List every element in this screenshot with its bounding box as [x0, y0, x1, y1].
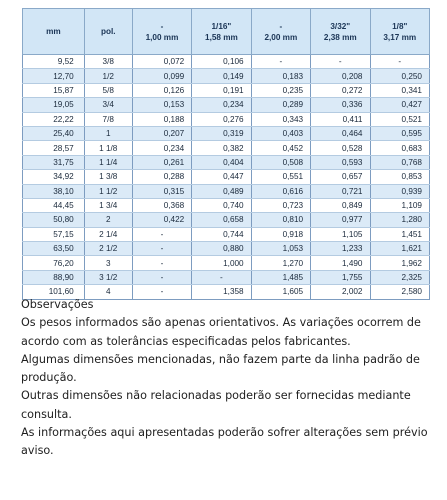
cell-mm: 50,80 [23, 213, 85, 227]
cell-weight: 0,595 [370, 126, 430, 140]
cell-weight: - [132, 256, 191, 270]
cell-weight: 1,105 [311, 227, 370, 241]
table-body [23, 55, 430, 300]
cell-weight: 0,153 [132, 98, 191, 112]
cell-pol: 7/8 [84, 112, 132, 126]
header-mm: mm [23, 9, 85, 55]
cell-mm: 31,75 [23, 155, 85, 169]
cell-pol: 3/4 [84, 98, 132, 112]
cell-pol: 1 3/4 [84, 198, 132, 212]
table-row [23, 170, 430, 184]
table-row [23, 213, 430, 227]
cell-pol: 2 1/4 [84, 227, 132, 241]
cell-weight: 0,126 [132, 83, 191, 97]
cell-weight: 0,977 [311, 213, 370, 227]
table-row [23, 242, 430, 256]
table-row [23, 155, 430, 169]
cell-weight: 0,235 [251, 83, 310, 97]
cell-weight: 2,580 [370, 285, 430, 299]
cell-weight: 0,099 [132, 69, 191, 83]
cell-weight: - [132, 270, 191, 284]
cell-weight: 0,521 [370, 112, 430, 126]
cell-weight: 1,755 [311, 270, 370, 284]
cell-weight: 0,447 [192, 170, 251, 184]
cell-weight: 0,261 [132, 155, 191, 169]
header-1-16: 1/16" 1,58 mm [192, 9, 251, 55]
cell-pol: 3/8 [84, 55, 132, 69]
cell-weight: 0,508 [251, 155, 310, 169]
cell-mm: 57,15 [23, 227, 85, 241]
cell-mm: 38,10 [23, 184, 85, 198]
cell-weight: 0,234 [192, 98, 251, 112]
cell-mm: 63,50 [23, 242, 85, 256]
cell-weight: 0,427 [370, 98, 430, 112]
cell-pol: 5/8 [84, 83, 132, 97]
weight-table-container [22, 8, 430, 300]
note-paragraph: As informações aqui apresentadas poderão sofrer alterações sem prévio aviso. [21, 426, 428, 458]
cell-pol: 1 3/8 [84, 170, 132, 184]
table-row [23, 141, 430, 155]
cell-weight: - [251, 55, 310, 69]
cell-weight: 0,744 [192, 227, 251, 241]
cell-mm: 22,22 [23, 112, 85, 126]
cell-weight: 0,368 [132, 198, 191, 212]
cell-weight: 0,208 [311, 69, 370, 83]
cell-pol: 1/2 [84, 69, 132, 83]
table-row [23, 126, 430, 140]
cell-weight: 1,485 [251, 270, 310, 284]
cell-pol: 2 1/2 [84, 242, 132, 256]
cell-weight: 0,403 [251, 126, 310, 140]
cell-pol: 2 [84, 213, 132, 227]
cell-pol: 3 1/2 [84, 270, 132, 284]
cell-weight: 0,740 [192, 198, 251, 212]
cell-weight: 0,183 [251, 69, 310, 83]
cell-weight: 0,849 [311, 198, 370, 212]
cell-weight: 0,319 [192, 126, 251, 140]
cell-mm: 19,05 [23, 98, 85, 112]
cell-weight: 0,464 [311, 126, 370, 140]
cell-weight: 0,234 [132, 141, 191, 155]
cell-mm: 101,60 [23, 285, 85, 299]
cell-weight: 1,109 [370, 198, 430, 212]
header-1mm: - 1,00 mm [132, 9, 191, 55]
header-3-32: 3/32" 2,38 mm [311, 9, 370, 55]
cell-pol: 1 [84, 126, 132, 140]
cell-weight: 0,657 [311, 170, 370, 184]
cell-weight: 0,149 [192, 69, 251, 83]
cell-pol: 3 [84, 256, 132, 270]
cell-weight: 0,721 [311, 184, 370, 198]
cell-weight: 0,343 [251, 112, 310, 126]
cell-weight: 0,341 [370, 83, 430, 97]
table-row [23, 55, 430, 69]
cell-weight: 0,288 [132, 170, 191, 184]
cell-weight: 0,404 [192, 155, 251, 169]
cell-mm: 44,45 [23, 198, 85, 212]
cell-weight: 1,451 [370, 227, 430, 241]
cell-weight: 1,490 [311, 256, 370, 270]
header-2mm: - 2,00 mm [251, 9, 310, 55]
cell-weight: 0,658 [192, 213, 251, 227]
cell-mm: 28,57 [23, 141, 85, 155]
table-row [23, 83, 430, 97]
table-row [23, 98, 430, 112]
cell-weight: 2,325 [370, 270, 430, 284]
cell-weight: - [132, 242, 191, 256]
cell-weight: 0,723 [251, 198, 310, 212]
cell-weight: 0,616 [251, 184, 310, 198]
cell-weight: 1,270 [251, 256, 310, 270]
cell-mm: 12,70 [23, 69, 85, 83]
note-paragraph: Outras dimensões não relacionadas poderão ser fornecidas mediante consulta. [21, 389, 411, 421]
cell-pol: 4 [84, 285, 132, 299]
cell-weight: 1,358 [192, 285, 251, 299]
weight-table [22, 8, 430, 300]
cell-mm: 25,40 [23, 126, 85, 140]
cell-weight: 0,207 [132, 126, 191, 140]
cell-weight: 1,605 [251, 285, 310, 299]
cell-weight: 0,853 [370, 170, 430, 184]
cell-weight: 0,250 [370, 69, 430, 83]
cell-weight: 1,280 [370, 213, 430, 227]
table-row [23, 69, 430, 83]
cell-mm: 76,20 [23, 256, 85, 270]
cell-weight: 1,621 [370, 242, 430, 256]
cell-weight: - [370, 55, 430, 69]
cell-weight: 0,551 [251, 170, 310, 184]
cell-weight: 1,000 [192, 256, 251, 270]
cell-weight: 0,918 [251, 227, 310, 241]
cell-weight: 0,880 [192, 242, 251, 256]
cell-weight: - [192, 270, 251, 284]
cell-weight: 0,768 [370, 155, 430, 169]
cell-weight: 0,276 [192, 112, 251, 126]
cell-weight: 0,452 [251, 141, 310, 155]
cell-weight: 0,593 [311, 155, 370, 169]
header-1-8: 1/8" 3,17 mm [370, 9, 430, 55]
cell-mm: 88,90 [23, 270, 85, 284]
cell-weight: 0,489 [192, 184, 251, 198]
cell-weight: 0,191 [192, 83, 251, 97]
cell-weight: 0,289 [251, 98, 310, 112]
cell-weight: 0,188 [132, 112, 191, 126]
note-paragraph: Algumas dimensões mencionadas, não fazem parte da linha padrão de produção. [21, 352, 420, 385]
cell-mm: 34,92 [23, 170, 85, 184]
cell-weight: - [132, 227, 191, 241]
cell-weight: - [132, 285, 191, 299]
notes-section [21, 296, 441, 461]
table-row [23, 270, 430, 284]
cell-weight: 0,422 [132, 213, 191, 227]
notes-title: Observações [21, 298, 94, 311]
cell-weight: 0,106 [192, 55, 251, 69]
cell-weight: 1,962 [370, 256, 430, 270]
header-pol: pol. [84, 9, 132, 55]
cell-weight: 0,382 [192, 141, 251, 155]
cell-weight: 0,411 [311, 112, 370, 126]
cell-pol: 1 1/4 [84, 155, 132, 169]
table-row [23, 227, 430, 241]
cell-weight: 1,233 [311, 242, 370, 256]
cell-weight: - [311, 55, 370, 69]
cell-weight: 0,272 [311, 83, 370, 97]
note-paragraph: Os pesos informados são apenas orientativos. As variações ocorrem de acordo com as tolerâncias especificadas pelos fabricantes. [21, 316, 421, 348]
cell-weight: 0,810 [251, 213, 310, 227]
cell-pol: 1 1/8 [84, 141, 132, 155]
table-row [23, 256, 430, 270]
table-row [23, 198, 430, 212]
cell-weight: 0,528 [311, 141, 370, 155]
cell-pol: 1 1/2 [84, 184, 132, 198]
cell-weight: 0,939 [370, 184, 430, 198]
cell-weight: 0,336 [311, 98, 370, 112]
cell-weight: 2,002 [311, 285, 370, 299]
cell-weight: 0,072 [132, 55, 191, 69]
table-row [23, 112, 430, 126]
table-header-row [23, 9, 430, 55]
cell-weight: 1,053 [251, 242, 310, 256]
table-row [23, 184, 430, 198]
cell-weight: 0,683 [370, 141, 430, 155]
cell-mm: 15,87 [23, 83, 85, 97]
cell-mm: 9,52 [23, 55, 85, 69]
cell-weight: 0,315 [132, 184, 191, 198]
